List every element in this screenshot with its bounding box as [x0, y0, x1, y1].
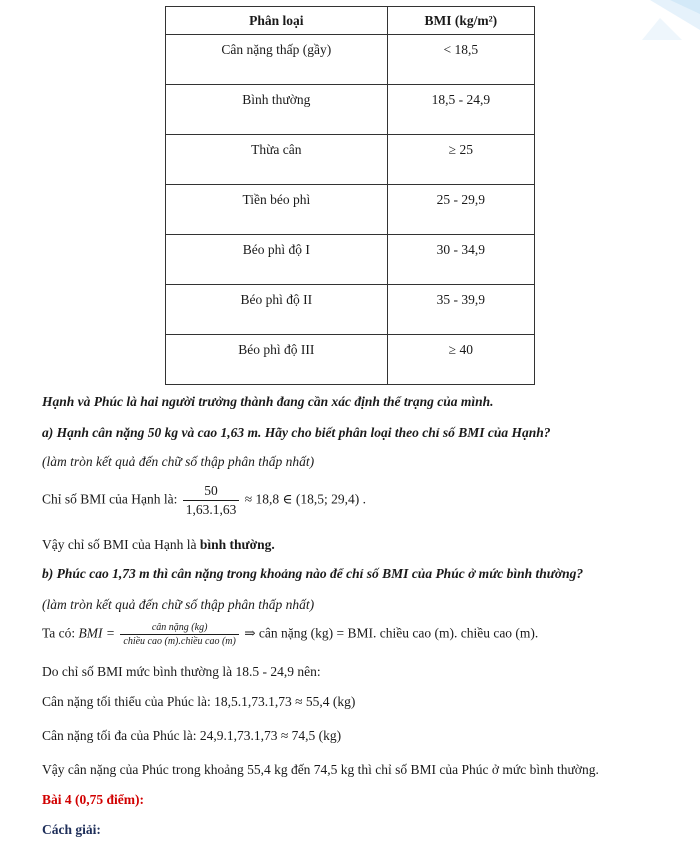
table-row — [166, 235, 535, 285]
bmi-range-cell: < 18,5 — [387, 35, 534, 85]
max-weight-line — [42, 728, 341, 744]
min-weight-line — [42, 694, 355, 710]
category-cell: Béo phì độ II — [166, 285, 388, 335]
table-row — [166, 285, 535, 335]
conclusion-result: bình thường. — [199, 537, 275, 552]
formula-fraction — [120, 622, 238, 647]
min-weight-label: Cân nặng tối thiểu của Phúc là: — [42, 694, 211, 709]
bmi-range-cell: 30 - 34,9 — [387, 235, 534, 285]
table-row — [166, 35, 535, 85]
calc-result: ≈ 18,8 ∈ (18,5; 29,4) . — [244, 491, 367, 507]
category-cell: Béo phì độ I — [166, 235, 388, 285]
table-row — [166, 135, 535, 185]
header-classification: Phân loại — [166, 7, 388, 35]
calc-prefix: Chỉ số BMI của Hạnh là: — [42, 491, 178, 507]
part-b-note: (làm tròn kết quả đến chữ số thập phân thấp nhất) — [42, 597, 315, 612]
fraction-numerator: 50 — [183, 483, 240, 501]
formula-numerator: cân nặng (kg) — [120, 622, 238, 635]
max-weight-label: Cân nặng tối đa của Phúc là: — [42, 728, 197, 743]
intro-text: Hạnh và Phúc là hai người trưởng thành đang cần xác định thể trạng của mình. — [42, 394, 494, 409]
max-weight-value: 24,9.1,73.1,73 ≈ 74,5 (kg) — [199, 728, 342, 743]
bmi-range-cell: ≥ 40 — [387, 335, 534, 385]
header-bmi: BMI (kg/m²) — [387, 7, 534, 35]
formula-denominator: chiều cao (m).chiều cao (m) — [123, 636, 236, 647]
part-a-calculation — [42, 483, 366, 518]
bmi-range-cell: ≥ 25 — [387, 135, 534, 185]
normal-range-line: Do chỉ số BMI mức bình thường là 18.5 - 24,9 nên: — [42, 664, 321, 679]
bmi-range-cell: 18,5 - 24,9 — [387, 85, 534, 135]
bmi-range-cell: 25 - 29,9 — [387, 185, 534, 235]
table-row — [166, 185, 535, 235]
part-b-conclusion: Vậy cân nặng của Phúc trong khoảng 55,4 kg đến 74,5 kg thì chỉ số BMI của Phúc ở mức bình thường. — [42, 762, 599, 777]
category-cell: Bình thường — [166, 85, 388, 135]
formula-prefix: Ta có: — [42, 625, 76, 641]
bmi-fraction — [183, 483, 240, 518]
part-a-conclusion — [42, 537, 275, 553]
table-row — [166, 335, 535, 385]
category-cell: Cân nặng thấp (gầy) — [166, 35, 388, 85]
bmi-classification-table — [165, 6, 535, 385]
formula-lhs: BMI = — [78, 625, 116, 641]
part-a-question: a) Hạnh cân nặng 50 kg và cao 1,63 m. Hãy cho biết phân loại theo chỉ số BMI của Hạnh? — [42, 425, 551, 440]
corner-decoration — [630, 0, 700, 40]
category-cell: Tiền béo phì — [166, 185, 388, 235]
part-a-note: (làm tròn kết quả đến chữ số thập phân thấp nhất) — [42, 454, 315, 469]
part-b-question: b) Phúc cao 1,73 m thì cân nặng trong khoảng nào để chỉ số BMI của Phúc ở mức bình thường? — [42, 566, 584, 581]
fraction-denominator: 1,63.1,63 — [185, 502, 237, 517]
formula-rhs: ⇒ cân nặng (kg) = BMI. chiều cao (m). chiều cao (m). — [244, 625, 539, 641]
conclusion-prefix: Vậy chỉ số BMI của Hạnh là — [42, 537, 197, 552]
bai4-title: Bài 4 (0,75 điểm): — [42, 792, 144, 807]
table-row — [166, 85, 535, 135]
bmi-range-cell: 35 - 39,9 — [387, 285, 534, 335]
part-b-formula — [42, 622, 538, 647]
bai4-subtitle: Cách giải: — [42, 822, 101, 837]
min-weight-value: 18,5.1,73.1,73 ≈ 55,4 (kg) — [214, 694, 356, 709]
category-cell: Béo phì độ III — [166, 335, 388, 385]
category-cell: Thừa cân — [166, 135, 388, 185]
table-header-row — [166, 7, 535, 35]
